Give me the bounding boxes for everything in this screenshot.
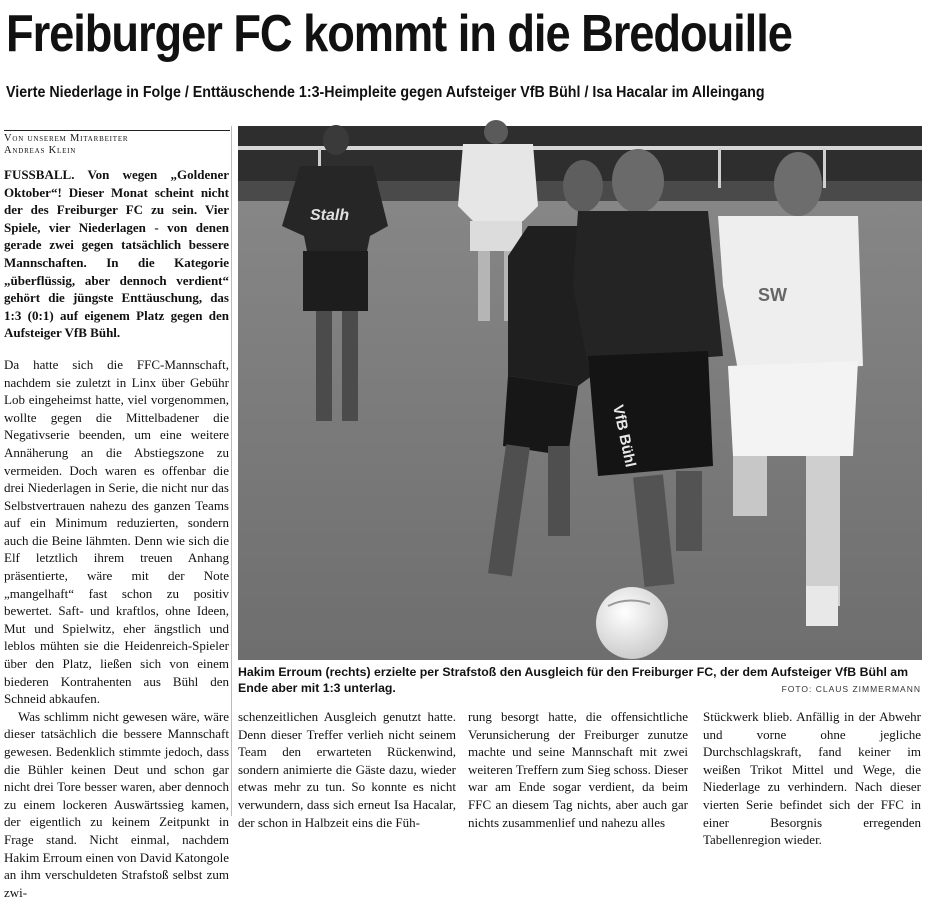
shorts-text: VfB Bühl (609, 403, 639, 469)
article-column-2 (238, 708, 456, 830)
article-column-1 (4, 166, 229, 900)
jersey-sponsor-left: Stalh (310, 207, 350, 224)
jersey-sponsor-right: SW (758, 285, 787, 305)
photo-credit: FOTO: CLAUS ZIMMERMANN (781, 684, 921, 694)
byline-role: Von unserem Mitarbeiter (4, 133, 129, 144)
body-paragraph-2: Da hatte sich die FFC-Mannschaft, nachdem sie zuletzt in Linx über Gebühr Lob eingeheimst hatte, viel vorgenommen, wollte gegen die Mittelbadener die Negativserie beenden, um eine weitere Annäherung an die Abstiegszone zu vermeiden. Doch waren es offenbar die drei Niederlagen in Serie, die nicht nur das Selbstvertrauen nahezu des ganzen Teams auf ein Minimum reduzierten, sondern auch die Beine lähmten. Denn wie sich die Elf letztlich ihrem treuen Anhang präsentierte, wäre mit der Note „mangelhaft“ fast schon zu positiv bewertet. Saft- und kraftlos, ohne Ideen, Mut und Spielwitz, eher ängstlich und leblos mühten sie die Heidenreich-Spieler über den Platz, ließen sich von einem biederen Kontrahenten aus Bühl den Schneid abkaufen. (4, 356, 229, 707)
subheadline: Vierte Niederlage in Folge / Enttäuschende 1:3-Heimpleite gegen Aufsteiger VfB Bühl / Isa Hacalar im Alleingang (6, 84, 765, 101)
column-3-text: rung besorgt hatte, die offensichtliche Verunsicherung der Freiburger zunutze machte und seine Mannschaft mit zwei weiteren Treffern zum Sieg schoss. Dieser war am Ende sogar verdient, da beim FFC an diesem Tag nichts, aber auch gar nichts zusammenlief und nahezu alles (468, 709, 688, 830)
lead-paragraph (4, 166, 229, 342)
byline-author: Andreas Klein (4, 145, 77, 156)
column-4-text: Stückwerk blieb. Anfällig in der Abwehr und vorne ohne jegliche Durchschlagskraft, fand keiner im weißen Trikot Mittel und Wege, die Niederlage zu verhindern. Nach dieser vierten Serie befindet sich der FFC in einer Besorgnis erregenden Tabellenregion wieder. (703, 709, 921, 848)
headline: Freiburger FC kommt in die Bredouille (6, 5, 792, 63)
soccer-ball (596, 587, 668, 659)
byline (4, 130, 230, 157)
photo-caption: Hakim Erroum (rechts) erzielte per Strafstoß den Ausgleich für den Freiburger FC, der dem Aufsteiger VfB Bühl am Ende aber mit 1:3 unterlag. (238, 665, 909, 695)
lead-text: Von wegen „Goldener Oktober“! Dieser Monat scheint nicht der des Freiburger FC zu sein. Vier Spiele, vier Niederlagen - von denen gerade zwei gegen tatsächlich bessere Mannschaften. In die Kategorie „überflüssig, aber dennoch verdient“ gehört die jüngste Enttäuschung, das 1:3 (0:1) auf eigenem Platz gegen den Aufsteiger VfB Bühl. (4, 167, 229, 341)
column-2-text: schenzeitlichen Ausgleich genutzt hatte. Denn dieser Treffer verlieh nicht seinem Team den erwarteten Rückenwind, sondern animierte die Gäste dazu, wieder etwas mehr zu tun. So konnte es nicht verwundern, dass sich erneut Isa Hacalar, der schon in Halbzeit eins die Füh- (238, 709, 456, 830)
article-column-4 (703, 708, 921, 848)
column-divider (231, 126, 232, 816)
match-photo (238, 126, 922, 660)
body-paragraph-3: Was schlimm nicht gewesen wäre, wäre dieser tatsächlich die bessere Mannschaft gewesen. Bedenklich stimmte jedoch, dass die Bühler keinen Deut und schon gar nicht drei Tore besser waren, aber dennoch zu einem lockeren Auswärtssieg kamen, der eigentlich zu keinem Zeitpunkt in Frage stand. Nicht einmal, nachdem Hakim Erroum einen von David Katongole an ihm verschuldeten Strafstoß selbst zum zwi- (4, 708, 229, 900)
article-column-3 (468, 708, 688, 830)
lead-kicker: FUSSBALL. (4, 167, 75, 182)
